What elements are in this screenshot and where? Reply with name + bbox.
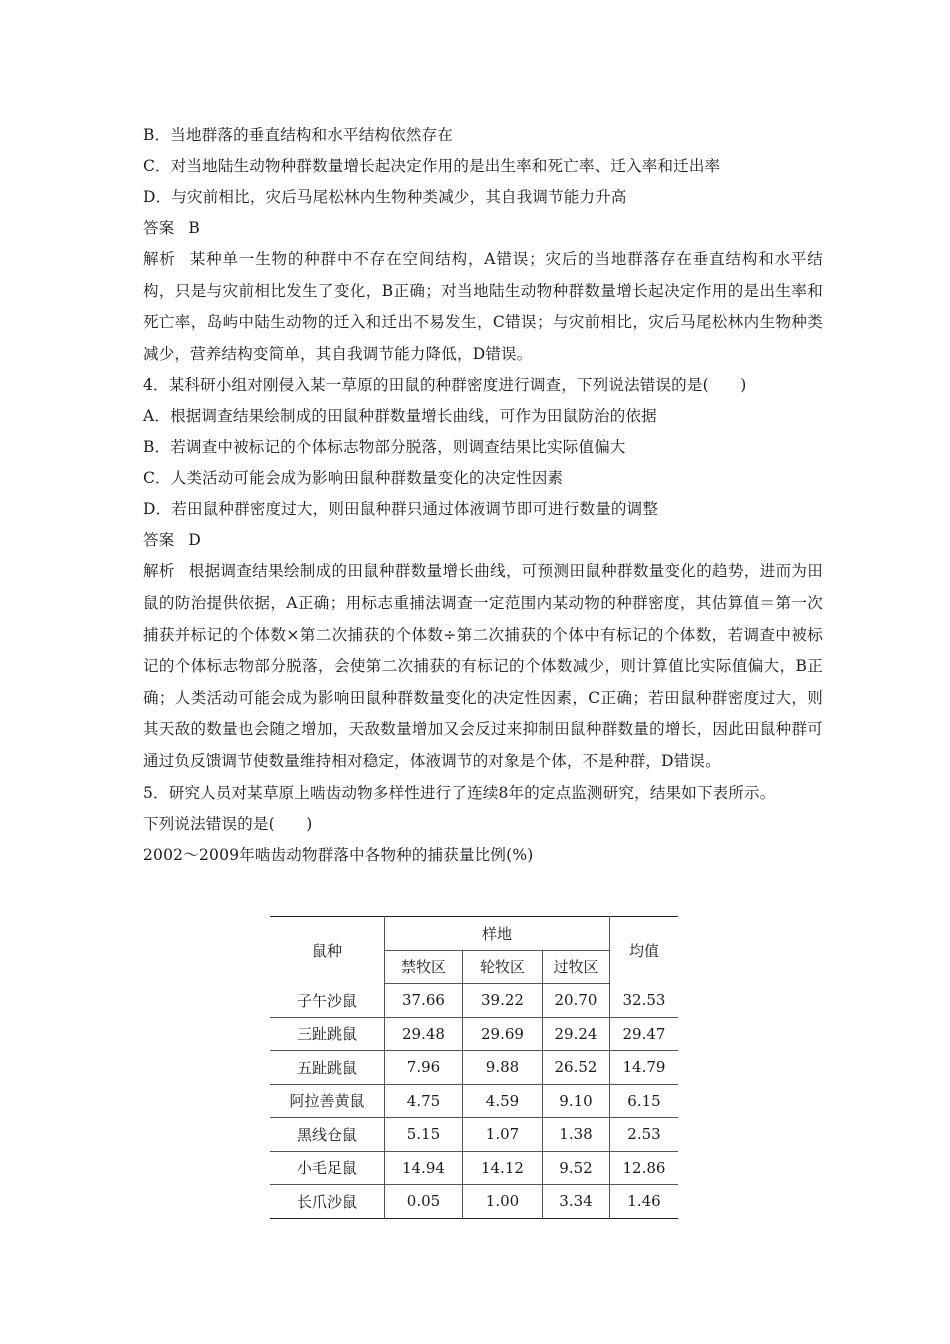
analysis-text: 根据调查结果绘制成的田鼠种群数量增长曲线，可预测田鼠种群数量变化的趋势，进而为田鼠的防治提供依据，A正确；用标志重捕法调查一定范围内某动物的种群密度，其估算值＝第一次捕获并标记的个体数×第二次捕获的个体数÷第二次捕获的个体中有标记的个体数，若调查中被标记的个体标志物部分脱落，会使第二次捕获的有标记的个体数减少，则计算值比实际值偏大，B正确；人类活动可能会成为影响田鼠种群数量变化的决定性因素，C正确；若田鼠种群密度过大，则其天敌的数量也会随之增加，天敌数量增加又会反过来抑制田鼠种群数量的增长，因此田鼠种群可通过负反馈调节使数量维持相对稳定，体液调节的对象是个体，不是种群，D错误。 (143, 562, 823, 770)
value-cell: 9.52 (543, 1151, 610, 1185)
value-cell: 26.52 (543, 1051, 610, 1085)
value-cell: 1.00 (463, 1185, 543, 1219)
species-cell: 黑线仓鼠 (270, 1118, 385, 1152)
analysis-text: 某种单一生物的种群中不存在空间结构，A错误；灾后的当地群落存在垂直结构和水平结构，只是与灾前相比发生了变化，B正确；对当地陆生动物种群数量增长起决定作用的是出生率和死亡率，岛屿中陆生动物的迁入和迁出不易发生，C错误；与灾前相比，灾后马尾松林内生物种类减少，营养结构变简单，其自我调节能力降低，D错误。 (143, 250, 823, 363)
q4-option-b: B．若调查中被标记的个体标志物部分脱落，则调查结果比实际值偏大 (143, 438, 626, 457)
mean-cell: 14.79 (610, 1051, 679, 1085)
value-cell: 14.94 (385, 1151, 463, 1185)
value-cell: 29.48 (385, 1017, 463, 1051)
subheader-rotational-grazing: 轮牧区 (463, 950, 543, 984)
table-row (270, 1017, 678, 1051)
species-cell: 子午沙鼠 (270, 984, 385, 1018)
species-cell: 三趾跳鼠 (270, 1017, 385, 1051)
header-species: 鼠种 (270, 917, 385, 984)
mean-cell: 29.47 (610, 1017, 679, 1051)
value-cell: 4.75 (385, 1084, 463, 1118)
table-row (270, 984, 678, 1018)
value-cell: 39.22 (463, 984, 543, 1018)
table-caption: 2002～2009年啮齿动物群落中各物种的捕获量比例(%) (143, 845, 534, 864)
capture-ratio-table (270, 916, 678, 1219)
q4-stem: 4．某科研小组对刚侵入某一草原的田鼠的种群密度进行调查，下列说法错误的是( ) (143, 376, 747, 395)
table-row (270, 1118, 678, 1152)
mean-cell: 1.46 (627, 1192, 661, 1211)
table-row (270, 1051, 678, 1085)
q5-stem-line2: 下列说法错误的是( ) (143, 814, 313, 833)
species-cell: 小毛足鼠 (270, 1151, 385, 1185)
value-cell: 37.66 (385, 984, 463, 1018)
document-page (143, 120, 823, 871)
value-cell: 1.38 (543, 1118, 610, 1152)
q3-option-c: C．对当地陆生动物种群数量增长起决定作用的是出生率和死亡率、迁入率和迁出率 (143, 157, 721, 175)
species-cell: 阿拉善黄鼠 (270, 1084, 385, 1118)
q3-analysis (143, 244, 823, 370)
q3-option-d: D．与灾前相比，灾后马尾松林内生物种类减少，其自我调节能力升高 (143, 188, 627, 206)
mean-cell: 32.53 (610, 984, 679, 1018)
value-cell: 0.05 (385, 1185, 463, 1219)
value-cell: 9.10 (543, 1084, 610, 1118)
answer-value: B (188, 219, 200, 237)
value-cell: 14.12 (463, 1151, 543, 1185)
q4-option-c: C．人类活动可能会成为影响田鼠种群数量变化的决定性因素 (143, 469, 564, 488)
species-cell: 长爪沙鼠 (270, 1185, 385, 1219)
mean-cell: 2.53 (610, 1118, 679, 1152)
q5-stem-line1: 5．研究人员对某草原上啮齿动物多样性进行了连续8年的定点监测研究，结果如下表所示。 (143, 783, 776, 802)
value-cell: 3.34 (543, 1185, 610, 1219)
value-cell: 5.15 (385, 1118, 463, 1152)
species-cell: 五趾跳鼠 (270, 1051, 385, 1085)
table-row (270, 1084, 678, 1118)
answer-value: D (188, 531, 202, 550)
value-cell: 4.59 (463, 1084, 543, 1118)
mean-cell: 6.15 (610, 1084, 679, 1118)
answer-label: 答案 (143, 219, 175, 237)
value-cell: 9.88 (463, 1051, 543, 1085)
answer-label: 答案 (143, 531, 175, 550)
q4-option-d: D．若田鼠种群密度过大，则田鼠种群只通过体液调节即可进行数量的调整 (143, 500, 659, 519)
q3-option-b: B．当地群落的垂直结构和水平结构依然存在 (143, 126, 453, 144)
mean-cell: 12.86 (610, 1151, 679, 1185)
value-cell: 29.69 (463, 1017, 543, 1051)
table-row (270, 1185, 678, 1219)
q4-option-a: A．根据调查结果绘制成的田鼠种群数量增长曲线，可作为田鼠防治的依据 (143, 407, 657, 426)
analysis-label: 解析 (143, 250, 176, 268)
q4-analysis (143, 556, 823, 777)
value-cell: 7.96 (385, 1051, 463, 1085)
analysis-label: 解析 (143, 562, 175, 581)
subheader-overgrazing: 过牧区 (543, 950, 610, 984)
table-row (270, 1151, 678, 1185)
subheader-no-grazing: 禁牧区 (385, 950, 463, 984)
header-site: 样地 (385, 917, 610, 951)
value-cell: 29.24 (543, 1017, 610, 1051)
value-cell: 20.70 (543, 984, 610, 1018)
header-mean: 均值 (610, 917, 679, 984)
value-cell: 1.07 (463, 1118, 543, 1152)
q3-answer (143, 213, 823, 244)
q4-answer (143, 525, 823, 556)
